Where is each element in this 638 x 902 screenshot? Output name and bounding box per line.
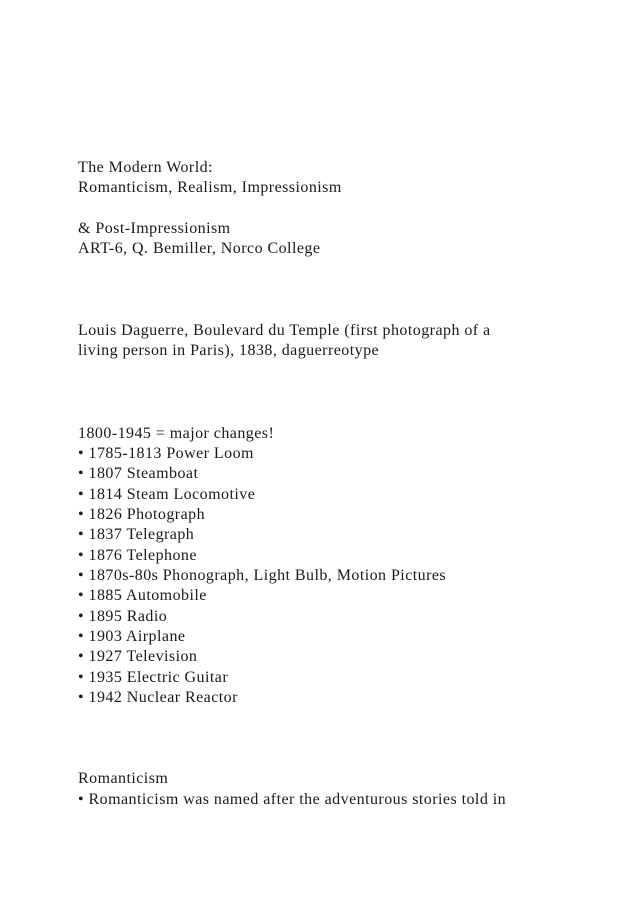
- timeline-item: • 1895 Radio: [78, 608, 168, 625]
- timeline-item: • 1942 Nuclear Reactor: [78, 689, 238, 706]
- timeline-item: • 1837 Telegraph: [78, 526, 195, 543]
- title-line-1: The Modern World:: [78, 159, 213, 176]
- title-line-3: & Post-Impressionism: [78, 220, 231, 237]
- timeline-item: • 1885 Automobile: [78, 587, 207, 604]
- caption-line-1: Louis Daguerre, Boulevard du Temple (first photograph of a: [78, 322, 491, 339]
- timeline-item: • 1785-1813 Power Loom: [78, 445, 254, 462]
- timeline-item: • 1935 Electric Guitar: [78, 669, 229, 686]
- caption-line-2: living person in Paris), 1838, daguerreotype: [78, 342, 380, 359]
- title-line-4: ART-6, Q. Bemiller, Norco College: [78, 240, 321, 257]
- romanticism-line-1: • Romanticism was named after the adventurous stories told in: [78, 791, 507, 808]
- timeline-item: • 1807 Steamboat: [78, 465, 199, 482]
- timeline-item: • 1814 Steam Locomotive: [78, 486, 256, 503]
- timeline-item: • 1826 Photograph: [78, 506, 206, 523]
- timeline-item: • 1876 Telephone: [78, 547, 197, 564]
- title-line-2: Romanticism, Realism, Impressionism: [78, 179, 342, 196]
- timeline-item: • 1903 Airplane: [78, 628, 186, 645]
- romanticism-heading: Romanticism: [78, 770, 169, 787]
- timeline-item: • 1927 Television: [78, 648, 198, 665]
- timeline-item: • 1870s-80s Phonograph, Light Bulb, Motion Pictures: [78, 567, 447, 584]
- timeline-heading: 1800-1945 = major changes!: [78, 425, 275, 442]
